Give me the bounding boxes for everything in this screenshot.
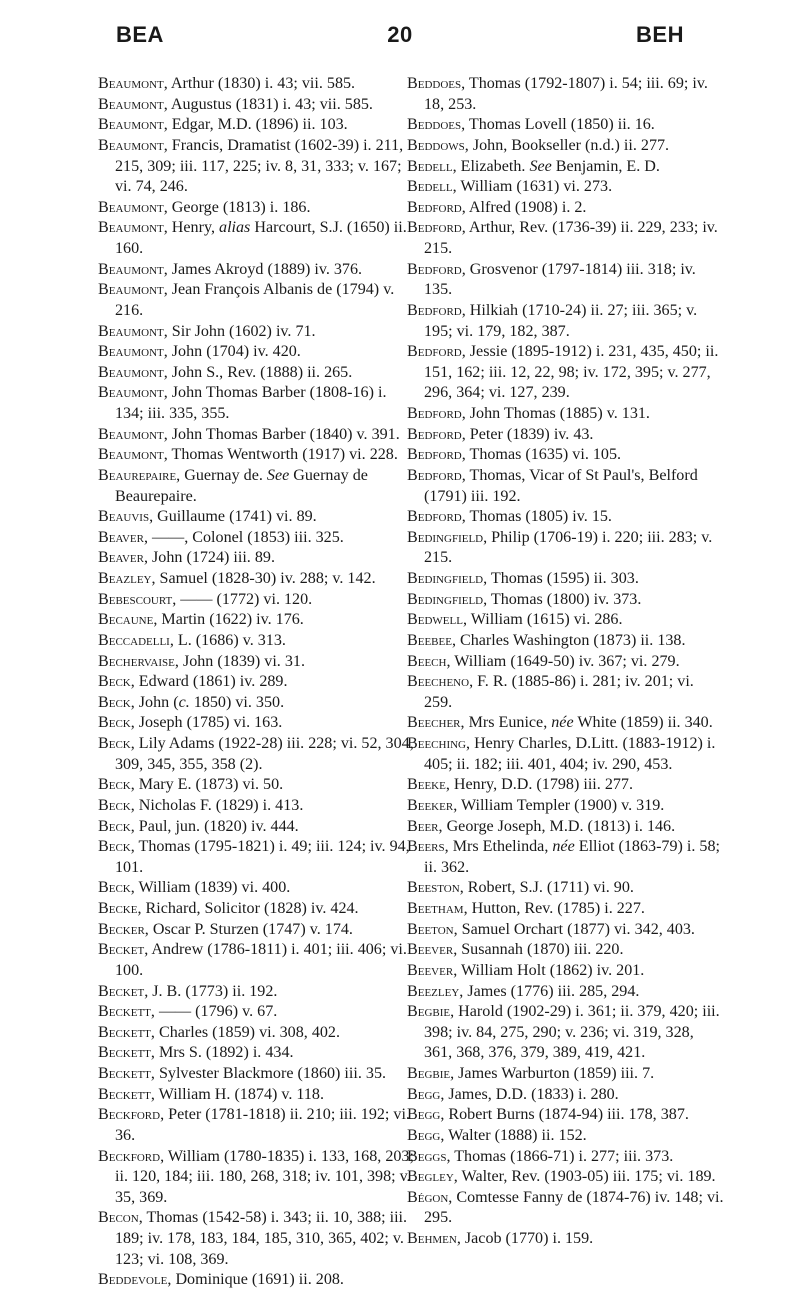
entry-surname: Beever <box>407 961 454 979</box>
entry-details: , John (1704) iv. 420. <box>163 343 301 361</box>
entry-surname: Begbie <box>407 1003 451 1021</box>
entry-details: , John (1724) iii. 89. <box>143 549 275 567</box>
entry-surname: Beezley <box>407 982 460 1000</box>
entry-surname: Beazley <box>98 570 152 587</box>
entry-surname: Beck <box>98 817 131 835</box>
entry-details: , Hilkiah (1710-24) ii. 27; iii. 365; v. 195; vi. 179, 182, 387. <box>424 301 698 340</box>
index-entry <box>407 734 725 775</box>
entry-surname: Beer <box>407 817 439 835</box>
entry-surname: Bedford <box>407 219 462 237</box>
index-entry <box>407 982 725 1003</box>
entry-details: , Thomas (1595) ii. 303. <box>483 570 639 587</box>
entry-details: , Lily Adams (1922-28) iii. 228; vi. 52, 304, 309, 345, 355, 358 (2). <box>115 735 414 773</box>
entry-surname: Behmen <box>407 1230 457 1247</box>
entry-surname: Bedford <box>407 198 462 216</box>
entry-details: , Guillaume (1741) vi. 89. <box>149 508 317 526</box>
entry-surname: Beckett <box>98 1023 151 1041</box>
index-entry <box>98 1002 414 1023</box>
index-entry <box>407 425 725 446</box>
entry-details: , F. R. (1885-86) i. 281; iv. 201; vi. 259. <box>424 673 694 711</box>
entry-details: , Grosvenor (1797-1814) iii. 318; iv. 135. <box>424 260 696 299</box>
index-entry <box>98 507 414 528</box>
entry-surname: Beaumont <box>98 198 164 216</box>
entry-details: , Oscar P. Sturzen (1747) v. 174. <box>144 920 353 938</box>
index-entry <box>98 1270 414 1291</box>
index-entry <box>407 610 725 631</box>
index-entry <box>407 198 725 219</box>
entry-surname: Bedingfield <box>407 590 484 608</box>
entry-details: , Nicholas F. (1829) i. 413. <box>130 796 304 814</box>
index-entry <box>407 713 725 734</box>
entry-surname: Beaumont <box>98 116 164 134</box>
index-entry <box>407 157 725 178</box>
entry-surname: Beck <box>98 673 131 691</box>
entry-details: , Alfred (1908) i. 2. <box>461 198 587 216</box>
entry-details: , George Joseph, M.D. (1813) i. 146. <box>438 817 676 835</box>
index-entry <box>407 404 725 425</box>
entry-surname: Bedford <box>407 405 462 422</box>
entry-details-continued: Guernay de Beaurepaire. <box>115 466 368 505</box>
entry-details: , William (1780-1835) i. 133, 168, 203; ii. 120, 184; iii. 180, 268, 318; iv. 101, 398; v. 35, 369. <box>115 1147 414 1206</box>
entry-surname: Beaumont <box>98 281 164 299</box>
entry-surname: Beckford <box>98 1106 161 1124</box>
entry-italic-term: c. <box>178 693 190 711</box>
index-entry <box>407 115 725 136</box>
entry-details: , Thomas (1805) iv. 15. <box>461 508 612 526</box>
entry-surname: Beaumont <box>98 322 164 340</box>
entry-surname: Beckett <box>98 1085 151 1103</box>
index-entry <box>98 260 414 281</box>
entry-surname: Beever <box>407 941 454 959</box>
entry-surname: Becke <box>98 900 138 917</box>
entry-details: , Philip (1706-19) i. 220; iii. 283; v. 215. <box>424 528 713 567</box>
entry-details: , Andrew (1786-1811) i. 401; iii. 406; vi. 100. <box>115 941 407 979</box>
index-entry <box>407 1229 725 1250</box>
entry-surname: Beaver <box>98 528 144 546</box>
entry-details: , —— (1772) vi. 120. <box>172 590 313 608</box>
entry-surname: Beeke <box>407 776 446 794</box>
entry-details: , Peter (1781-1818) ii. 210; iii. 192; vi. 36. <box>115 1106 410 1144</box>
entry-details: , Augustus (1831) i. 43; vii. 585. <box>163 95 373 113</box>
entry-surname: Bebescourt <box>98 590 173 608</box>
entry-surname: Beddoes <box>407 75 462 92</box>
index-entry <box>407 590 725 611</box>
index-entry <box>98 322 414 343</box>
index-entry <box>407 528 725 569</box>
index-entry <box>98 383 414 424</box>
index-entry <box>98 1085 414 1106</box>
index-entry <box>407 631 725 652</box>
index-entry <box>98 1105 414 1146</box>
index-entry <box>98 920 414 941</box>
index-entry <box>98 652 414 673</box>
entry-surname: Beddows <box>407 136 465 154</box>
index-entry <box>98 610 414 631</box>
index-entry <box>98 1064 414 1085</box>
entry-details: , John Thomas Barber (1840) v. 391. <box>163 425 400 443</box>
index-entry <box>407 796 725 817</box>
entry-details: , Joseph (1785) vi. 163. <box>130 714 283 732</box>
index-entry <box>407 1105 725 1126</box>
index-entry <box>98 342 414 363</box>
entry-surname: Beckford <box>98 1147 161 1165</box>
entry-surname: Beaumont <box>98 95 164 113</box>
entry-surname: Bedford <box>407 425 462 443</box>
entry-surname: Beers <box>407 838 445 856</box>
index-entry <box>407 1085 725 1106</box>
entry-surname: Bedford <box>407 343 462 361</box>
entry-details: , Henry Charles, D.Litt. (1883-1912) i. 405; ii. 182; iii. 401, 404; iv. 290, 453. <box>424 735 716 773</box>
index-entry <box>98 1147 414 1209</box>
entry-surname: Beaumont <box>98 425 164 443</box>
index-entry <box>98 1208 414 1270</box>
entry-surname: Beck <box>98 796 131 814</box>
entry-details-continued: Harcourt, S.J. (1650) ii. 160. <box>115 219 407 257</box>
entry-surname: Begbie <box>407 1065 451 1082</box>
entry-details: , Mrs S. (1892) i. 434. <box>150 1044 294 1062</box>
index-column-left <box>98 74 414 1291</box>
entry-surname: Beckett <box>98 1065 151 1082</box>
entry-details: , Francis, Dramatist (1602-39) i. 211, 215, 309; iii. 117, 225; iv. 8, 31, 333; v. 167; vi. 74, 246. <box>115 136 404 196</box>
index-entry <box>98 95 414 116</box>
entry-surname: Beck <box>98 693 131 711</box>
entry-surname: Beeston <box>407 879 460 897</box>
index-entry <box>407 218 725 259</box>
index-entry <box>407 1064 725 1085</box>
entry-surname: Beaurepaire <box>98 466 177 484</box>
entry-details: , Thomas (1542-58) i. 343; ii. 10, 388; iii. 189; iv. 178, 183, 184, 185, 310, 365, 402; v. 123; vi. 108, 369. <box>115 1209 408 1268</box>
entry-details: , L. (1686) v. 313. <box>169 631 286 649</box>
index-entry <box>407 445 725 466</box>
entry-surname: Beebee <box>407 631 452 649</box>
entry-details: , Samuel (1828-30) iv. 288; v. 142. <box>151 570 376 587</box>
entry-details: , Harold (1902-29) i. 361; ii. 379, 420; iii. 398; iv. 84, 275, 290; v. 236; vi. 319, 328, 361, 368, 376, 379, 389, 419, 421. <box>424 1003 720 1062</box>
index-entry <box>98 982 414 1003</box>
entry-details: , Dominique (1691) ii. 208. <box>167 1271 344 1289</box>
index-entry <box>98 425 414 446</box>
index-entry <box>98 672 414 693</box>
entry-surname: Beaumont <box>98 343 164 361</box>
entry-details: , John S., Rev. (1888) ii. 265. <box>163 363 353 381</box>
index-entry <box>407 878 725 899</box>
page-number: 20 <box>387 22 413 47</box>
entry-surname: Bedell <box>407 178 453 196</box>
entry-details: , John ( <box>130 693 179 711</box>
entry-details-continued: Elliot (1863-79) i. 58; ii. 362. <box>424 838 720 876</box>
entry-details: , Edward (1861) iv. 289. <box>130 673 288 691</box>
index-entry <box>98 899 414 920</box>
entry-details: , James (1776) iii. 285, 294. <box>459 982 640 1000</box>
header-right-guide-word: BEH <box>636 22 684 47</box>
index-entry <box>407 1188 725 1229</box>
entry-italic-term: née <box>552 838 575 856</box>
entry-surname: Beeching <box>407 735 467 752</box>
header-left-guide-word: BEA <box>116 22 164 47</box>
index-entry <box>98 713 414 734</box>
entry-details: , Mrs Ethelinda, <box>444 838 553 856</box>
index-entry <box>98 796 414 817</box>
entry-surname: Beaver <box>98 549 144 567</box>
entry-details: , William (1839) vi. 400. <box>130 879 291 897</box>
entry-details: , ——, Colonel (1853) iii. 325. <box>143 528 344 546</box>
entry-surname: Begg <box>407 1106 441 1124</box>
entry-details: , Thomas Wentworth (1917) vi. 228. <box>163 446 398 464</box>
index-entry <box>407 260 725 301</box>
entry-details: , John Thomas (1885) v. 131. <box>461 405 650 422</box>
entry-details: , Richard, Solicitor (1828) iv. 424. <box>137 900 359 917</box>
entry-details: , Edgar, M.D. (1896) ii. 103. <box>163 116 348 134</box>
entry-italic-term: alias <box>219 219 251 237</box>
entry-surname: Beaumont <box>98 384 164 402</box>
index-entry <box>98 590 414 611</box>
entry-details: , Arthur (1830) i. 43; vii. 585. <box>163 75 356 92</box>
index-entry <box>98 445 414 466</box>
index-entry <box>98 1023 414 1044</box>
entry-details: , Thomas Lovell (1850) ii. 16. <box>461 116 655 134</box>
index-entry <box>407 1126 725 1147</box>
entry-surname: Beecher <box>407 714 461 732</box>
index-entry <box>407 817 725 838</box>
entry-italic-term: See <box>529 157 552 175</box>
index-column-right <box>407 74 725 1250</box>
index-entry <box>98 363 414 384</box>
index-entry <box>98 548 414 569</box>
entry-details: , Susannah (1870) iii. 220. <box>453 941 624 959</box>
entry-details: , Elizabeth. <box>452 157 530 175</box>
index-entry <box>98 569 414 590</box>
entry-surname: Becker <box>98 920 145 938</box>
entry-surname: Bedford <box>407 301 462 319</box>
entry-surname: Beech <box>407 652 447 670</box>
entry-surname: Beaumont <box>98 75 164 92</box>
index-entry <box>98 775 414 796</box>
index-entry <box>407 837 725 878</box>
entry-surname: Bedford <box>407 260 462 278</box>
entry-details: , Martin (1622) iv. 176. <box>153 611 304 629</box>
entry-details: , Thomas (1795-1821) i. 49; iii. 124; iv. 94, 101. <box>115 838 410 876</box>
entry-details: , Jean François Albanis de (1794) v. 216. <box>115 281 395 319</box>
entry-surname: Becon <box>98 1209 139 1227</box>
entry-surname: Beauvis <box>98 508 150 526</box>
entry-details: , Robert Burns (1874-94) iii. 178, 387. <box>440 1106 689 1124</box>
entry-details-continued: Benjamin, E. D. <box>551 157 660 175</box>
entry-italic-term: née <box>551 714 574 732</box>
index-entry <box>98 466 414 507</box>
index-entry <box>98 1043 414 1064</box>
index-entry <box>98 115 414 136</box>
entry-surname: Beckett <box>98 1003 151 1021</box>
index-entry <box>98 74 414 95</box>
index-entry <box>407 466 725 507</box>
entry-details: , Guernay de. <box>176 466 267 484</box>
entry-details: , William (1649-50) iv. 367; vi. 279. <box>446 652 680 670</box>
entry-surname: Beaumont <box>98 260 164 278</box>
index-entry <box>98 280 414 321</box>
entry-surname: Beaumont <box>98 219 164 237</box>
entry-surname: Beck <box>98 735 131 752</box>
index-entry <box>407 177 725 198</box>
entry-details: , Thomas, Vicar of St Paul's, Belford (1791) iii. 192. <box>424 466 698 505</box>
entry-surname: Beaumont <box>98 136 164 154</box>
entry-surname: Beddevole <box>98 1271 168 1289</box>
entry-surname: Becket <box>98 941 145 959</box>
index-entry <box>407 775 725 796</box>
index-entry <box>98 198 414 219</box>
index-entry <box>98 528 414 549</box>
entry-details: , John Thomas Barber (1808-16) i. 134; iii. 335, 355. <box>115 384 387 422</box>
entry-details: , Jacob (1770) i. 159. <box>456 1230 594 1247</box>
index-entry <box>98 631 414 652</box>
entry-surname: Bedingfield <box>407 570 484 587</box>
entry-details: , Peter (1839) iv. 43. <box>461 425 594 443</box>
index-entry <box>407 652 725 673</box>
index-entry <box>98 218 414 259</box>
entry-surname: Bechervaise <box>98 652 175 670</box>
index-entry <box>407 136 725 157</box>
entry-details: , Charles Washington (1873) ii. 138. <box>451 631 686 649</box>
entry-surname: Begley <box>407 1168 454 1186</box>
index-entry <box>407 1002 725 1064</box>
index-entry <box>407 301 725 342</box>
index-entry <box>407 672 725 713</box>
entry-details: , William (1615) vi. 286. <box>462 611 623 629</box>
entry-surname: Beaumont <box>98 446 164 464</box>
entry-surname: Beddoes <box>407 116 462 134</box>
entry-details: , William Templer (1900) v. 319. <box>453 796 665 814</box>
entry-surname: Bégon <box>407 1188 449 1206</box>
entry-surname: Beecheno <box>407 673 470 691</box>
entry-surname: Beck <box>98 838 131 856</box>
index-entry <box>407 74 725 115</box>
entry-details: , William Holt (1862) iv. 201. <box>453 961 645 979</box>
entry-details: , Sylvester Blackmore (1860) iii. 35. <box>150 1065 387 1082</box>
entry-details: , Mary E. (1873) vi. 50. <box>130 776 284 794</box>
entry-details: , J. B. (1773) ii. 192. <box>144 982 278 1000</box>
entry-details: , Thomas (1800) iv. 373. <box>483 590 642 608</box>
entry-surname: Beckett <box>98 1044 151 1062</box>
entry-italic-term: See <box>266 466 290 484</box>
entry-details: , Charles (1859) vi. 308, 402. <box>150 1023 340 1041</box>
index-entry <box>98 734 414 775</box>
entry-surname: Beeton <box>407 920 454 938</box>
entry-details: , George (1813) i. 186. <box>163 198 311 216</box>
index-entry <box>98 136 414 198</box>
entry-surname: Beck <box>98 879 131 897</box>
index-entry <box>407 507 725 528</box>
entry-details: , Paul, jun. (1820) iv. 444. <box>130 817 299 835</box>
entry-details: , Arthur, Rev. (1736-39) ii. 229, 233; iv. 215. <box>424 219 718 257</box>
entry-details: , Samuel Orchart (1877) vi. 342, 403. <box>453 920 695 938</box>
index-entry <box>98 837 414 878</box>
entry-details: , Mrs Eunice, <box>460 714 552 732</box>
index-entry <box>98 817 414 838</box>
entry-surname: Bedwell <box>407 611 463 629</box>
index-entry <box>98 878 414 899</box>
entry-surname: Beeker <box>407 796 454 814</box>
entry-details: , Robert, S.J. (1711) vi. 90. <box>459 879 634 897</box>
entry-surname: Becaune <box>98 611 154 629</box>
entry-details: , Comtesse Fanny de (1874-76) iv. 148; vi. 295. <box>424 1188 724 1227</box>
entry-details: , Jessie (1895-1912) i. 231, 435, 450; ii. 151, 162; iii. 12, 22, 98; iv. 172, 395; v. 277, 296, 364; vi. 127, 239. <box>424 343 719 402</box>
index-entry <box>407 1167 725 1188</box>
entry-surname: Bedford <box>407 508 462 526</box>
index-entry <box>407 1147 725 1168</box>
entry-surname: Bedford <box>407 466 462 484</box>
entry-details: , Hutton, Rev. (1785) i. 227. <box>463 900 645 917</box>
entry-details-continued: White (1859) ii. 340. <box>573 714 713 732</box>
entry-surname: Bedingfield <box>407 528 484 546</box>
entry-details: , Henry, D.D. (1798) iii. 277. <box>445 776 633 794</box>
entry-details: , John, Bookseller (n.d.) ii. 277. <box>464 136 670 154</box>
entry-details: , Walter (1888) ii. 152. <box>440 1126 587 1144</box>
entry-surname: Begg <box>407 1126 441 1144</box>
entry-details: , James Akroyd (1889) iv. 376. <box>163 260 363 278</box>
entry-surname: Begg <box>407 1085 441 1103</box>
entry-surname: Beck <box>98 714 131 732</box>
entry-surname: Beck <box>98 776 131 794</box>
index-entry <box>407 342 725 404</box>
entry-details: , Thomas (1635) vi. 105. <box>461 446 622 464</box>
entry-details: , John (1839) vi. 31. <box>174 652 305 670</box>
entry-details: , James Warburton (1859) iii. 7. <box>450 1065 655 1082</box>
entry-surname: Beaumont <box>98 363 164 381</box>
entry-surname: Bedell <box>407 157 453 175</box>
entry-surname: Beetham <box>407 900 464 917</box>
entry-details: , Thomas (1792-1807) i. 54; iii. 69; iv. 18, 253. <box>424 75 708 113</box>
index-entry <box>407 920 725 941</box>
index-entry <box>98 693 414 714</box>
entry-details: , James, D.D. (1833) i. 280. <box>440 1085 619 1103</box>
entry-details: , Walter, Rev. (1903-05) iii. 175; vi. 189. <box>453 1168 716 1186</box>
index-entry <box>407 569 725 590</box>
index-entry <box>407 961 725 982</box>
entry-surname: Beccadelli <box>98 631 170 649</box>
entry-details: , Thomas (1866-71) i. 277; iii. 373. <box>446 1147 674 1165</box>
entry-surname: Becket <box>98 982 145 1000</box>
index-entry <box>98 940 414 981</box>
index-entry <box>407 899 725 920</box>
page-header <box>116 22 684 52</box>
entry-details: , —— (1796) v. 67. <box>150 1003 278 1021</box>
index-entry <box>407 940 725 961</box>
entry-details: , William (1631) vi. 273. <box>452 178 613 196</box>
entry-surname: Beggs <box>407 1147 447 1165</box>
entry-details-continued: 1850) vi. 350. <box>189 693 285 711</box>
entry-details: , William H. (1874) v. 118. <box>150 1085 324 1103</box>
entry-details: , Sir John (1602) iv. 71. <box>163 322 316 340</box>
entry-surname: Bedford <box>407 446 462 464</box>
entry-details: , Henry, <box>163 219 220 237</box>
